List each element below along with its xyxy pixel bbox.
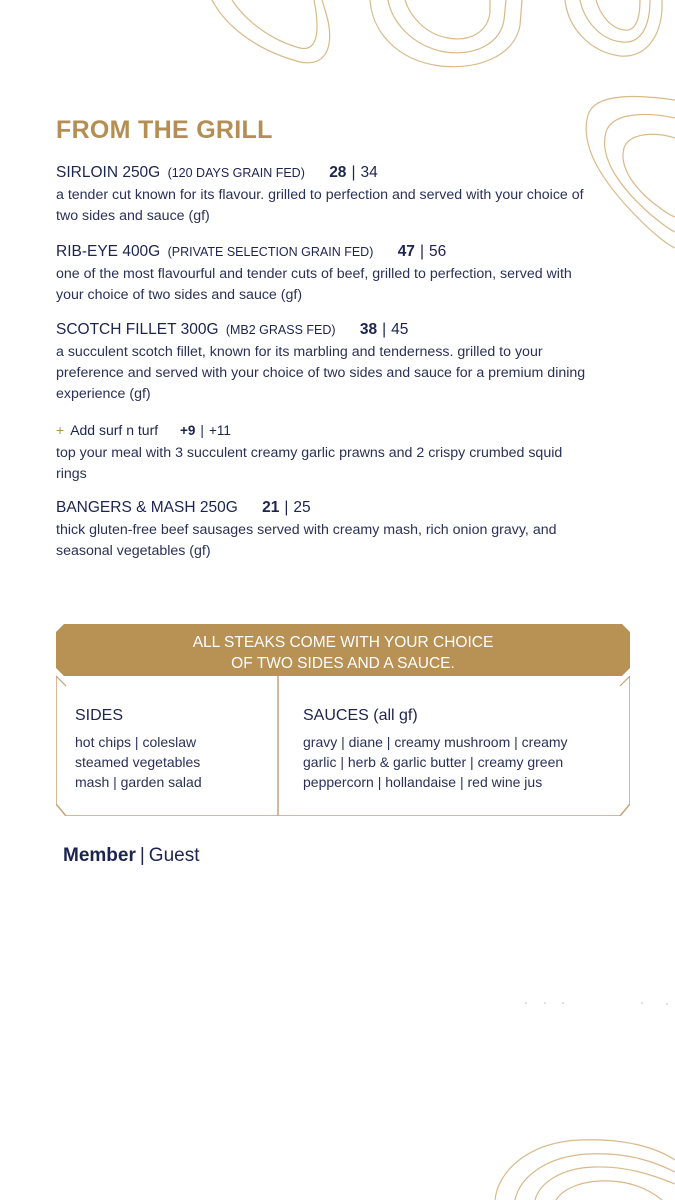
addon-name: Add surf n turf	[70, 422, 159, 438]
sides-sauces-panel	[56, 624, 630, 816]
price-separator: |	[382, 321, 387, 338]
menu-item-rib-eye	[56, 242, 596, 306]
item-note: (MB2 GRASS FED)	[225, 323, 336, 337]
item-heading	[56, 242, 596, 262]
addon-heading	[56, 420, 596, 441]
sides-list	[75, 732, 270, 792]
sides-line: steamed vegetables	[75, 754, 201, 770]
sides-line: mash | garden salad	[75, 774, 202, 790]
item-name: RIB-EYE 400G	[56, 243, 161, 260]
guest-price: 34	[360, 164, 378, 181]
item-note: (PRIVATE SELECTION GRAIN FED)	[167, 245, 374, 259]
item-description: a tender cut known for its flavour. grilled to perfection and served with your choice of two sides and sauce (gf)	[56, 187, 584, 224]
member-price: 38	[359, 321, 378, 338]
member-price: 21	[262, 499, 280, 516]
legend-guest: Guest	[148, 845, 200, 866]
addon-description: top your meal with 3 succulent creamy garlic prawns and 2 crispy crumbed squid rings	[56, 445, 563, 482]
menu-item-scotch-fillet	[56, 320, 596, 405]
guest-price: +11	[208, 423, 231, 438]
item-description: one of the most flavourful and tender cuts of beef, grilled to perfection, served with your choice of two sides and sauce (gf)	[56, 266, 572, 303]
sides-title: SIDES	[75, 707, 124, 724]
plus-icon: +	[56, 422, 65, 438]
banner-text	[56, 632, 630, 674]
menu-item-sirloin	[56, 163, 596, 227]
sauces-list	[303, 732, 603, 792]
price-legend	[63, 845, 200, 867]
item-price	[329, 164, 378, 181]
sauces-title: SAUCES (all gf)	[303, 707, 418, 724]
legend-member: Member	[63, 845, 136, 866]
item-heading	[56, 163, 596, 183]
item-name: BANGERS & MASH 250G	[56, 499, 238, 516]
price-separator: |	[351, 164, 356, 181]
price-separator: |	[419, 243, 424, 260]
sauces-line: garlic | herb & garlic butter | creamy green	[303, 754, 564, 770]
section-title: FROM THE GRILL	[56, 116, 273, 144]
item-description: a succulent scotch fillet, known for its marbling and tenderness. grilled to your preference and served with your choice of two sides and sauce for a premium dining experience (gf)	[56, 344, 586, 402]
member-price: 47	[397, 243, 415, 260]
item-price	[398, 243, 447, 260]
member-price: 28	[329, 164, 347, 181]
sides-line: hot chips | coleslaw	[75, 734, 197, 750]
addon-price	[180, 423, 231, 438]
sides-column	[75, 706, 270, 792]
guest-price: 45	[391, 321, 409, 338]
item-note: (120 DAYS GRAIN FED)	[167, 166, 305, 180]
item-price	[360, 321, 409, 338]
item-name: SCOTCH FILLET 300G	[56, 321, 219, 338]
sauces-line: peppercorn | hollandaise | red wine jus	[303, 774, 543, 790]
item-heading	[56, 498, 596, 518]
item-price	[262, 499, 311, 516]
addon-surf-n-turf	[56, 420, 596, 485]
price-separator: |	[284, 499, 289, 516]
menu-item-bangers-mash	[56, 498, 596, 562]
guest-price: 25	[293, 499, 311, 516]
item-description: thick gluten-free beef sausages served with creamy mash, rich onion gravy, and seasonal vegetables (gf)	[56, 522, 557, 559]
item-name: SIRLOIN 250G	[56, 164, 161, 181]
guest-price: 56	[428, 243, 447, 260]
member-price: +9	[180, 423, 196, 438]
price-separator: |	[200, 423, 204, 438]
banner-line-2: OF TWO SIDES AND A SAUCE.	[231, 655, 455, 672]
sauces-column	[303, 706, 603, 792]
banner-line-1: ALL STEAKS COME WITH YOUR CHOICE	[192, 634, 494, 651]
item-heading	[56, 320, 596, 340]
legend-separator: |	[139, 845, 145, 866]
sauces-line: gravy | diane | creamy mushroom | creamy	[303, 734, 568, 750]
